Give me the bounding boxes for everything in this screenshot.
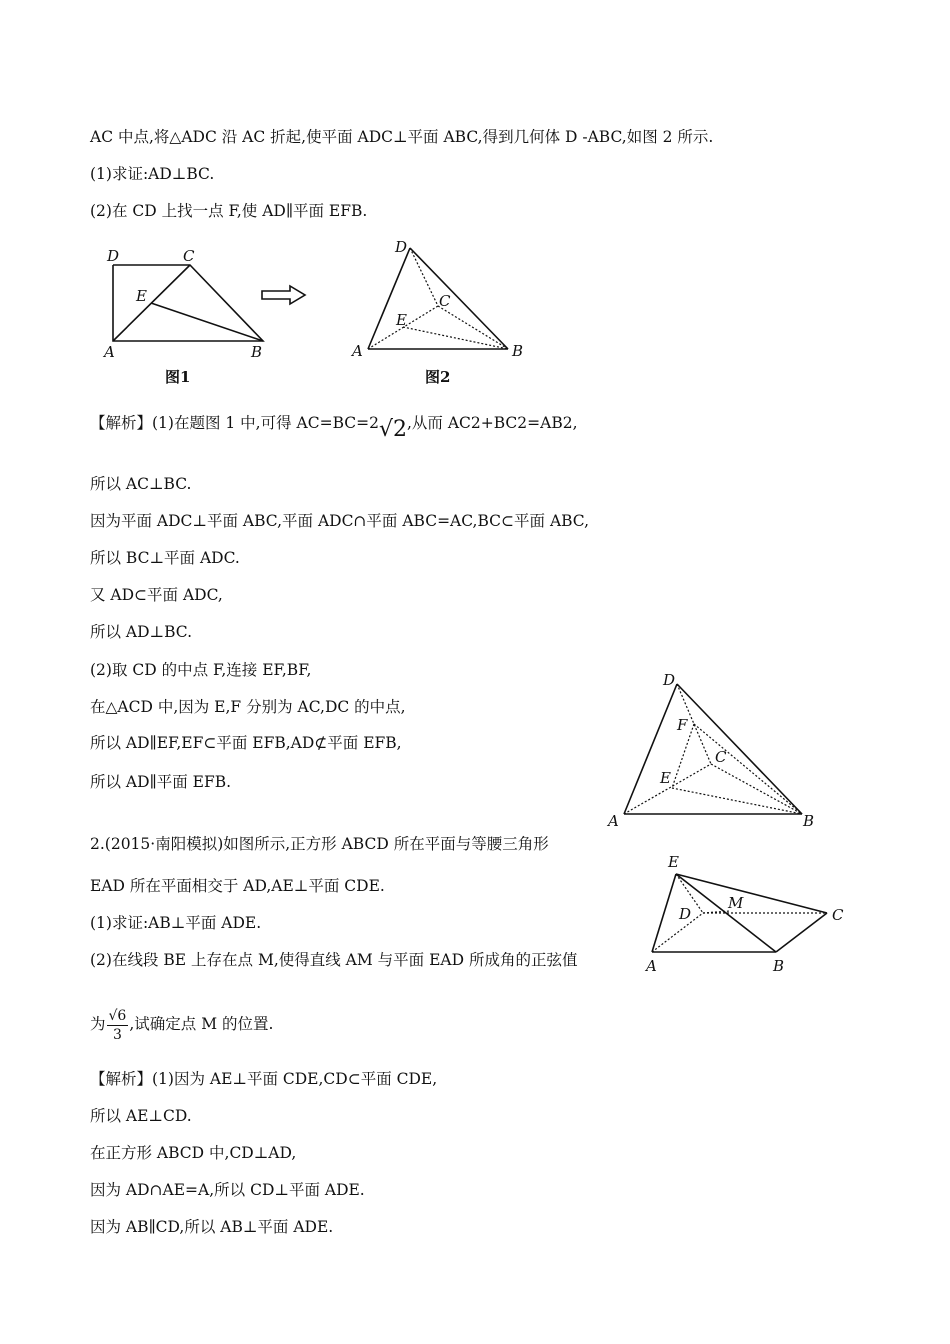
- arrow-icon: [260, 284, 308, 306]
- fig3-label-a: A: [608, 812, 619, 830]
- fig3-label-e: E: [660, 769, 671, 787]
- sqrt-two: √2: [378, 417, 407, 442]
- q2-part2: (2)在线段 BE 上存在点 M,使得直线 AM 与平面 EAD 所成角的正弦值: [90, 951, 578, 969]
- fig4-label-a: A: [646, 957, 657, 975]
- fig1-label-e: E: [136, 287, 147, 305]
- figure-1: [95, 240, 285, 390]
- fig4-label-m: M: [728, 894, 744, 912]
- fig3-label-d: D: [663, 671, 676, 689]
- sol1-head-b: ,从而 AC2+BC2=AB2,: [406, 414, 578, 432]
- fig1-label-c: C: [183, 247, 195, 265]
- fig3-label-c: C: [715, 748, 727, 766]
- fig1-label-a: A: [104, 343, 115, 361]
- sol2-line: 在正方形 ABCD 中,CD⊥AD,: [90, 1144, 297, 1162]
- figure-4: [640, 850, 855, 978]
- q2-frac-suffix: ,试确定点 M 的位置.: [129, 1015, 274, 1033]
- sol1-line: 所以 AD∥平面 EFB.: [90, 773, 232, 791]
- fig4-label-b: B: [773, 957, 785, 975]
- q2-frac-prefix: 为: [90, 1015, 106, 1033]
- fig4-label-e: E: [668, 853, 679, 871]
- fig2-label-b: B: [512, 342, 524, 360]
- sol1-line: 所以 AD⊥BC.: [90, 623, 193, 641]
- sol1-line: 因为平面 ADC⊥平面 ABC,平面 ADC∩平面 ABC=AC,BC⊂平面 ABC,: [90, 512, 590, 530]
- fraction-denominator: 3: [112, 1026, 122, 1043]
- q1-part2: (2)在 CD 上找一点 F,使 AD∥平面 EFB.: [90, 202, 368, 220]
- fig2-label-e: E: [396, 311, 407, 329]
- sol2-line: 因为 AB∥CD,所以 AB⊥平面 ADE.: [90, 1218, 334, 1236]
- fig1-caption: 图1: [165, 368, 191, 386]
- q1-part1: (1)求证:AD⊥BC.: [90, 165, 215, 183]
- fig2-label-a: A: [352, 342, 363, 360]
- figure-3: [600, 664, 825, 832]
- fig3-label-b: B: [803, 812, 815, 830]
- q1-line: AC 中点,将△ADC 沿 AC 折起,使平面 ADC⊥平面 ABC,得到几何体 D -ABC,如图 2 所示.: [90, 128, 714, 146]
- q2-part1: (1)求证:AB⊥平面 ADE.: [90, 914, 262, 932]
- sol1-line: 所以 AD∥EF,EF⊂平面 EFB,AD⊄平面 EFB,: [90, 734, 402, 752]
- fraction: [107, 1007, 129, 1044]
- sol1-head: [90, 413, 578, 442]
- sol1-line: 所以 BC⊥平面 ADC.: [90, 549, 240, 567]
- sol1-line: (2)取 CD 的中点 F,连接 EF,BF,: [90, 661, 312, 679]
- fig4-label-d: D: [679, 905, 692, 923]
- sol1-line: 在△ACD 中,因为 E,F 分别为 AC,DC 的中点,: [90, 698, 406, 716]
- fig4-label-c: C: [832, 906, 844, 924]
- fig1-label-d: D: [107, 247, 120, 265]
- fig2-label-d: D: [395, 238, 408, 256]
- fig3-label-f: F: [677, 716, 688, 734]
- fig2-label-c: C: [439, 292, 451, 310]
- sol2-line: 所以 AE⊥CD.: [90, 1107, 192, 1125]
- fig2-caption: 图2: [425, 368, 451, 386]
- sol1-line: 又 AD⊂平面 ADC,: [90, 586, 223, 604]
- q2-line: 2.(2015·南阳模拟)如图所示,正方形 ABCD 所在平面与等腰三角形: [90, 835, 549, 853]
- q2-fraction-line: [90, 1004, 273, 1044]
- fraction-numerator: √6: [108, 1007, 127, 1024]
- sol1-line: 所以 AC⊥BC.: [90, 475, 192, 493]
- sol2-line: 【解析】(1)因为 AE⊥平面 CDE,CD⊂平面 CDE,: [90, 1070, 438, 1088]
- q2-line: EAD 所在平面相交于 AD,AE⊥平面 CDE.: [90, 877, 385, 895]
- sol1-head-a: 【解析】(1)在题图 1 中,可得 AC=BC=2: [90, 414, 379, 432]
- figure-2: [345, 232, 535, 390]
- sol2-line: 因为 AD∩AE=A,所以 CD⊥平面 ADE.: [90, 1181, 365, 1199]
- fig1-label-b: B: [251, 343, 263, 361]
